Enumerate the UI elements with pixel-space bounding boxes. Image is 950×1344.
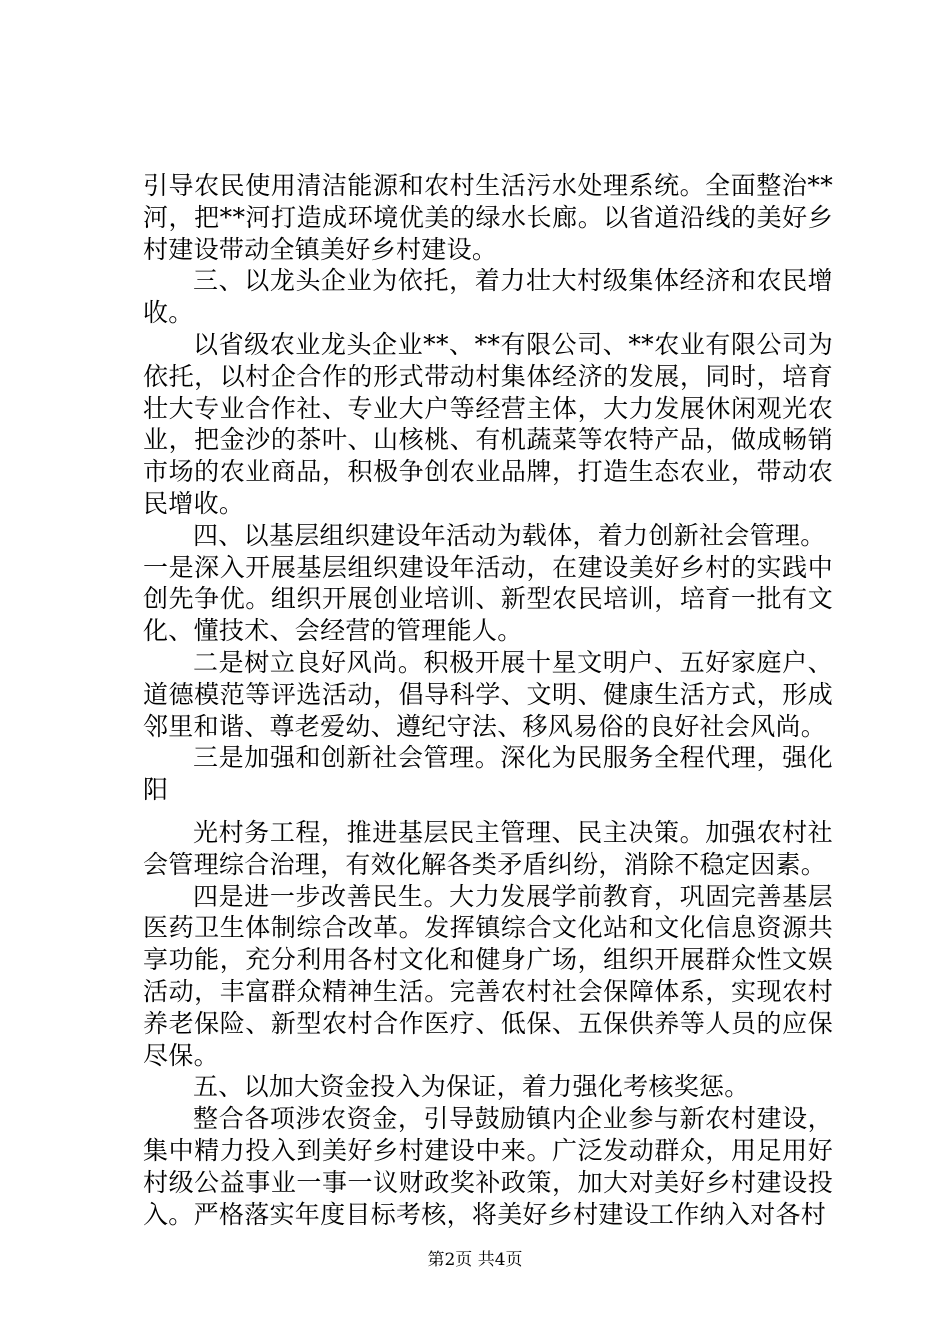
paragraph-item-two: 二是树立良好风尚。积极开展十星文明户、五好家庭户、道德模范等评选活动，倡导科学、文明、健康生活方式，形成邻里和谐、尊老爱幼、遵纪守法、移风易俗的良好社会风尚。 bbox=[143, 647, 833, 741]
paragraph-leading-enterprises: 以省级农业龙头企业**、**有限公司、**农业有限公司为依托，以村企合作的形式带动村集体经济的发展，同时，培育壮大专业合作社、专业大户等经营主体，大力发展休闲观光农业，把金沙的茶叶、山核桃、有机蔬菜等农特产品，做成畅销市场的农业商品，积极争创农业品牌，打造生态农业，带动农民增收。 bbox=[143, 329, 833, 518]
heading-section-three: 三、以龙头企业为依托，着力壮大村级集体经济和农民增收。 bbox=[143, 266, 833, 328]
paragraph-clean-energy: 引导农民使用清洁能源和农村生活污水处理系统。全面整治**河，把**河打造成环境优美的绿水长廊。以省道沿线的美好乡村建设带动全镇美好乡村建设。 bbox=[143, 171, 833, 264]
paragraph-item-three-continued: 光村务工程，推进基层民主管理、民主决策。加强农村社会管理综合治理，有效化解各类矛盾纠纷，消除不稳定因素。 bbox=[143, 817, 833, 879]
paragraph-funding: 整合各项涉农资金，引导鼓励镇内企业参与新农村建设，集中精力投入到美好乡村建设中来。广泛发动群众，用足用好村级公益事业一事一议财政奖补政策，加大对美好乡村建设投入。严格落实年度目标考核，将美好乡村建设工作纳入对各村 bbox=[143, 1104, 833, 1229]
heading-section-four: 四、以基层组织建设年活动为载体，着力创新社会管理。 bbox=[193, 520, 826, 550]
page-number-footer: 第2页 共4页 bbox=[427, 1250, 523, 1270]
paragraph-item-three: 三是加强和创新社会管理。深化为民服务全程代理，强化阳 bbox=[143, 743, 833, 805]
paragraph-item-one: 一是深入开展基层组织建设年活动，在建设美好乡村的实践中创先争优。组织开展创业培训、新型农民培训，培育一批有文化、懂技术、会经营的管理能人。 bbox=[143, 552, 833, 646]
paragraph-item-four: 四是进一步改善民生。大力发展学前教育，巩固完善基层医药卫生体制综合改革。发挥镇综合文化站和文化信息资源共享功能，充分利用各村文化和健身广场，组织开展群众性文娱活动，丰富群众精神生活。完善农村社会保障体系，实现农村养老保险、新型农村合作医疗、低保、五保供养等人员的应保尽保。 bbox=[143, 881, 833, 1070]
document-body bbox=[143, 170, 833, 1230]
heading-section-five: 五、以加大资金投入为保证，着力强化考核奖惩。 bbox=[193, 1072, 750, 1102]
